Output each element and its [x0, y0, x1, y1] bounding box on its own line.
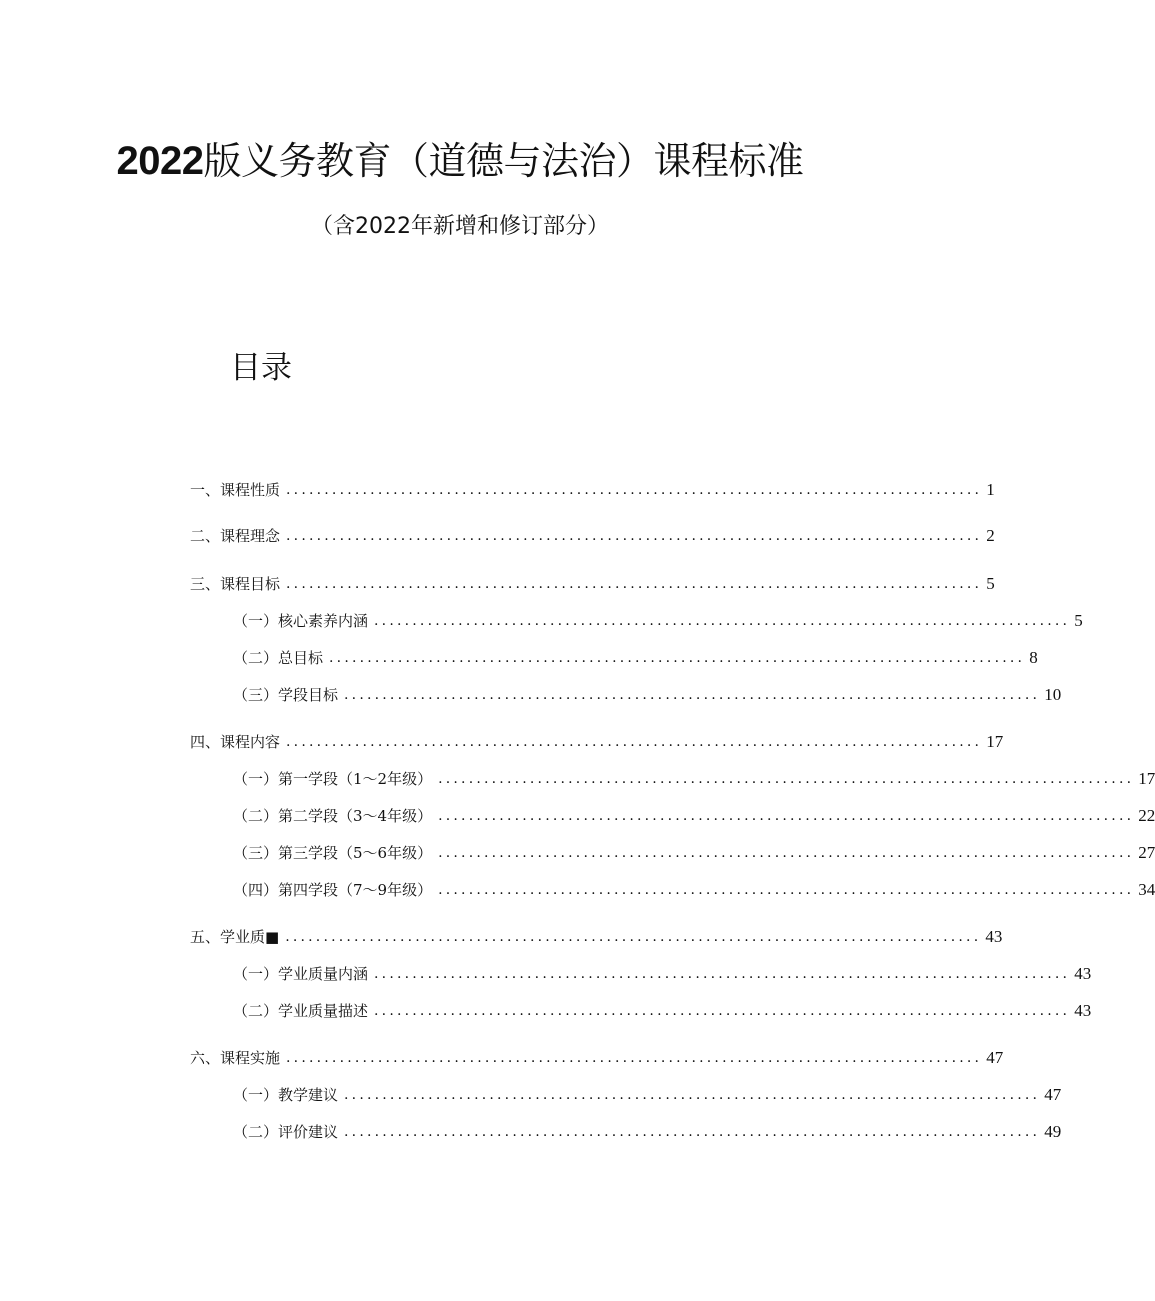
toc-entry[interactable] [190, 1047, 1004, 1069]
toc-entry-label: 六、课程实施 [190, 1049, 281, 1067]
toc-entry-label: 一、课程性质 [190, 481, 281, 499]
toc-entry[interactable] [233, 963, 1092, 985]
toc-dot-leader: ........................................................................................... [438, 882, 1135, 898]
toc-entry[interactable] [233, 879, 1155, 901]
toc-entry[interactable] [190, 926, 1003, 948]
document-title-text: 版义务教育（道德与法治）课程标准 [203, 139, 804, 183]
toc-entry[interactable] [233, 684, 1062, 706]
toc-entry-page: 47 [986, 1048, 1004, 1067]
toc-entry-page: 17 [986, 732, 1004, 751]
toc-entry[interactable] [233, 1121, 1062, 1143]
toc-entry[interactable] [190, 479, 995, 501]
toc-entry[interactable] [190, 731, 1004, 753]
toc-dot-leader: ........................................................................................... [374, 613, 1071, 629]
toc-entry-label: （一）学业质量内涵 [233, 965, 369, 983]
toc-entry-label: 四、课程内容 [190, 733, 281, 751]
toc-dot-leader: ........................................................................................... [374, 1003, 1071, 1019]
toc-dot-leader: ........................................................................................... [329, 650, 1026, 666]
document-title [0, 136, 920, 186]
toc-dot-leader: ........................................................................................... [344, 687, 1041, 703]
toc-entry-label: （三）学段目标 [233, 686, 339, 704]
toc-entry-page: 47 [1044, 1085, 1062, 1104]
toc-dot-leader: ........................................................................................... [286, 482, 983, 498]
toc-dot-leader: ........................................................................................... [438, 808, 1135, 824]
toc-dot-leader: ........................................................................................... [344, 1124, 1041, 1140]
toc-dot-leader: ........................................................................................... [286, 734, 983, 750]
toc-entry-label: 三、课程目标 [190, 575, 281, 593]
toc-entry-page: 34 [1138, 880, 1155, 899]
toc-dot-leader: ........................................................................................... [344, 1087, 1041, 1103]
toc-entry-label: （四）第四学段（7〜9年级） [233, 881, 433, 899]
toc-entry-page: 43 [985, 927, 1003, 946]
toc-entry-label: （一）核心素养内涵 [233, 612, 369, 630]
toc-entry-page: 10 [1044, 685, 1062, 704]
toc-dot-leader: ........................................................................................... [286, 528, 983, 544]
toc-dot-leader: ........................................................................................... [286, 576, 983, 592]
toc-entry-page: 27 [1138, 843, 1155, 862]
toc-entry[interactable] [190, 525, 995, 547]
toc-entry[interactable] [233, 805, 1155, 827]
toc-entry-page: 5 [986, 574, 995, 593]
toc-entry-page: 8 [1029, 648, 1038, 667]
toc-dot-leader: ........................................................................................... [438, 845, 1135, 861]
toc-entry-label: （三）第三学段（5〜6年级） [233, 844, 433, 862]
toc-entry-page: 43 [1074, 1001, 1092, 1020]
toc-entry-label: （二）总目标 [233, 649, 324, 667]
toc-entry-label: 五、学业质■ [190, 928, 280, 946]
toc-entry-label: （二）评价建议 [233, 1123, 339, 1141]
toc-dot-leader: ........................................................................................... [438, 771, 1135, 787]
toc-entry[interactable] [233, 1084, 1062, 1106]
toc-entry-page: 1 [986, 480, 995, 499]
toc-entry-label: （一）教学建议 [233, 1086, 339, 1104]
toc-entry-page: 49 [1044, 1122, 1062, 1141]
toc-dot-leader: ........................................................................................... [286, 1050, 983, 1066]
toc-entry-label: 二、课程理念 [190, 527, 281, 545]
document-title-year: 2022 [116, 139, 204, 183]
toc-entry-page: 22 [1138, 806, 1155, 825]
toc-entry-label: （二）第二学段（3〜4年级） [233, 807, 433, 825]
toc-entry[interactable] [233, 647, 1038, 669]
document-subtitle: （含2022年新增和修订部分） [311, 214, 609, 239]
toc-dot-leader: ........................................................................................... [285, 929, 982, 945]
toc-entry[interactable] [190, 573, 995, 595]
toc-entry-page: 43 [1074, 964, 1092, 983]
toc-entry-label: （二）学业质量描述 [233, 1002, 369, 1020]
toc-entry[interactable] [233, 610, 1083, 632]
toc-entry[interactable] [233, 1000, 1092, 1022]
toc-entry[interactable] [233, 768, 1155, 790]
toc-dot-leader: ........................................................................................... [374, 966, 1071, 982]
toc-entry[interactable] [233, 842, 1155, 864]
toc-heading: 目录 [230, 350, 292, 386]
toc-entry-page: 5 [1074, 611, 1083, 630]
toc-entry-page: 17 [1138, 769, 1155, 788]
toc-entry-label: （一）第一学段（1〜2年级） [233, 770, 433, 788]
toc-entry-page: 2 [986, 526, 995, 545]
